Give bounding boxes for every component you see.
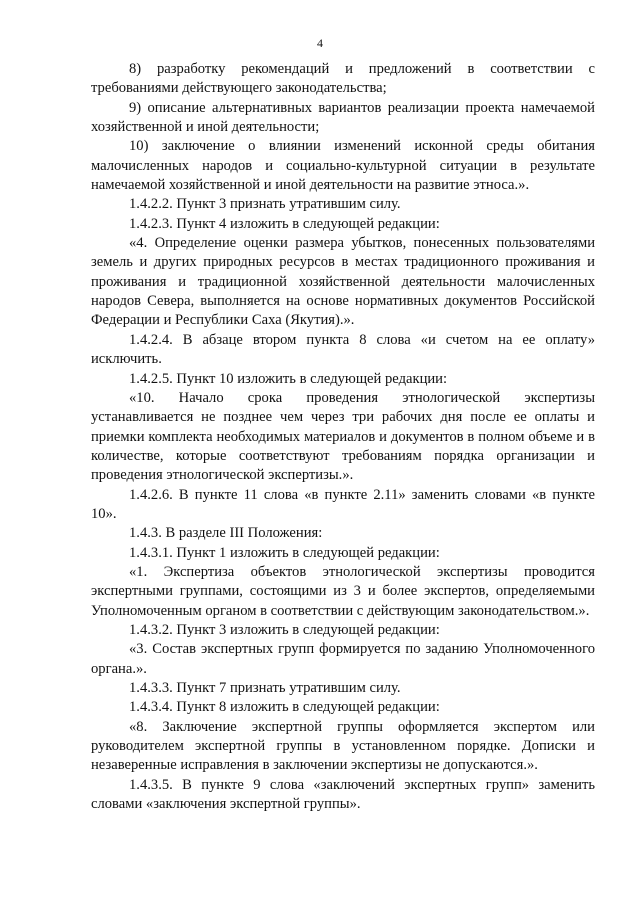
quoted-clause-10: «10. Начало срока проведения этнологической экспертизы устанавливается не позднее чем через три рабочих дня после ее оплаты и приемки комплекта необходимых материалов и документов в полном объеме и в количестве, которые соответствуют требованиям порядка организации и проведения этнологической экспертизы.». — [91, 389, 595, 484]
quoted-clause-1: «1. Экспертиза объектов этнологической экспертизы проводится экспертными группами, состоящими из 3 и более экспертов, определяемыми Уполномоченным органом в соответствии с действующим законодательством.». — [91, 563, 595, 619]
paragraph-1-4-3: 1.4.3. В разделе III Положения: — [129, 525, 323, 542]
paragraph-1-4-3-3: 1.4.3.3. Пункт 7 признать утратившим силу. — [129, 680, 401, 696]
paragraph-1-4-3-5: 1.4.3.5. В пункте 9 слова «заключений экспертных групп» заменить словами «заключения экспертной группы». — [91, 776, 595, 813]
paragraph-item-10: 10) заключение о влиянии изменений исконной среды обитания малочисленных народов и социально-культурной ситуации в результате намечаемой хозяйственной и иной деятельности на развитие этноса.». — [91, 138, 595, 194]
paragraph-item-8: 8) разработку рекомендаций и предложений в соответствии с требованиями действующего законодательства; — [91, 61, 595, 97]
paragraph-1-4-3-2: 1.4.3.2. Пункт 3 изложить в следующей редакции: — [129, 621, 440, 638]
quoted-clause-8: «8. Заключение экспертной группы оформляется экспертом или руководителем экспертной группы в установленном порядке. Дописки и незаверенные исправления в заключении экспертизы не допускаются.». — [91, 718, 595, 774]
paragraph-1-4-3-4: 1.4.3.4. Пункт 8 изложить в следующей редакции: — [129, 699, 440, 716]
paragraph-1-4-3-1: 1.4.3.1. Пункт 1 изложить в следующей редакции: — [129, 544, 440, 561]
quoted-clause-3: «3. Состав экспертных групп формируется по заданию Уполномоченного органа.». — [91, 641, 595, 677]
paragraph-1-4-2-2: 1.4.2.2. Пункт 3 признать утратившим силу. — [129, 196, 401, 213]
paragraph-item-9: 9) описание альтернативных вариантов реализации проекта намечаемой хозяйственной и иной деятельности; — [91, 99, 595, 136]
paragraph-1-4-2-5: 1.4.2.5. Пункт 10 изложить в следующей редакции: — [129, 370, 448, 387]
paragraph-1-4-2-6: 1.4.2.6. В пункте 11 слова «в пункте 2.11» заменить словами «в пункте 10». — [91, 486, 595, 522]
paragraph-1-4-2-3: 1.4.2.3. Пункт 4 изложить в следующей редакции: — [129, 215, 440, 232]
paragraph-1-4-2-4: 1.4.2.4. В абзаце втором пункта 8 слова «и счетом на ее оплату» исключить. — [91, 331, 595, 368]
page-number: 4 — [317, 36, 323, 50]
quoted-clause-4: «4. Определение оценки размера убытков, понесенных пользователями земель и других природных ресурсов в местах традиционного проживания и проживания и традиционной хозяйственной деятельности малочисленных народов Севера, выполняется на основе нормативных документов Российской Федерации и Республики Саха (Якутия).». — [91, 235, 595, 329]
document-body — [91, 60, 595, 814]
